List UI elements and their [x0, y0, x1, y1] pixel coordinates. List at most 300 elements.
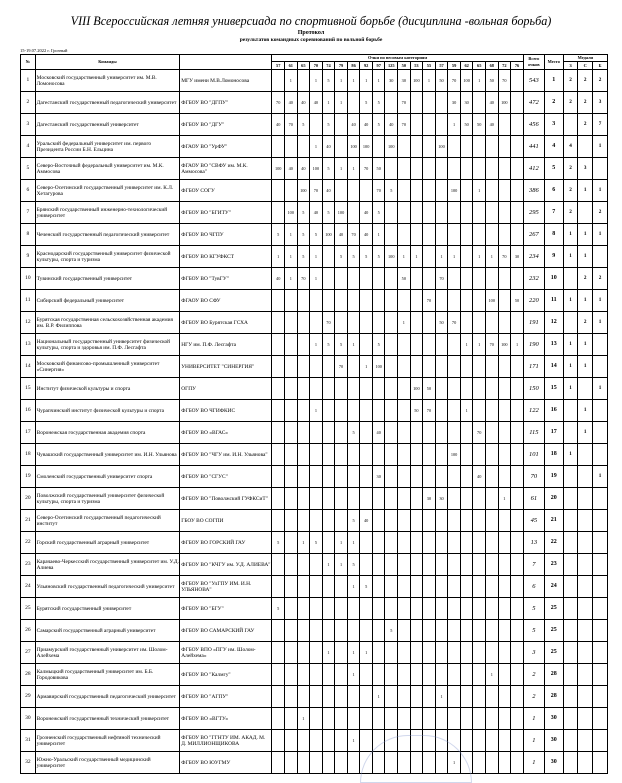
- weight-points: [448, 334, 461, 356]
- weight-points: [322, 620, 335, 642]
- weight-points: [310, 290, 323, 312]
- weight-points: [297, 488, 310, 510]
- weight-header: 72: [498, 62, 511, 70]
- weight-points: 70: [272, 92, 285, 114]
- weight-points: [347, 488, 360, 510]
- weight-points: 70: [435, 268, 448, 290]
- weight-points: 1: [485, 246, 498, 268]
- total-points: 1: [523, 730, 544, 752]
- total-points: 220: [523, 290, 544, 312]
- place: 16: [544, 400, 563, 422]
- weight-points: [360, 730, 373, 752]
- medal-bronze: 2: [593, 70, 608, 92]
- weight-points: [335, 686, 348, 708]
- weight-points: [272, 664, 285, 686]
- weight-points: [297, 642, 310, 664]
- row-number: 20: [21, 488, 36, 510]
- weight-points: [435, 598, 448, 620]
- weight-points: 100: [485, 290, 498, 312]
- place: 25: [544, 620, 563, 642]
- results-table: [20, 54, 608, 774]
- medal-bronze: [593, 642, 608, 664]
- weight-points: 5: [347, 246, 360, 268]
- medal-bronze: [593, 488, 608, 510]
- weight-points: 40: [272, 114, 285, 136]
- weight-points: [435, 554, 448, 576]
- medal-silver: 2: [578, 268, 593, 290]
- weight-points: [360, 334, 373, 356]
- place: 30: [544, 730, 563, 752]
- weight-points: [498, 312, 511, 334]
- weight-points: [335, 268, 348, 290]
- date-place: 15-19.07.2022 г. Грозный: [20, 48, 68, 53]
- weight-points: [398, 642, 411, 664]
- row-number: 11: [21, 290, 36, 312]
- row-number: 29: [21, 686, 36, 708]
- medal-silver: [578, 642, 593, 664]
- team-name: Московский государственный университет им. М.В. Ломоносова: [35, 70, 180, 92]
- medal-gold: [563, 620, 578, 642]
- weight-points: [485, 642, 498, 664]
- weight-points: [360, 598, 373, 620]
- weight-points: 1: [322, 554, 335, 576]
- weight-points: [423, 444, 436, 466]
- team-org: УНИВЕРСИТЕТ "СИНЕРГИЯ": [180, 356, 272, 378]
- weight-points: [335, 598, 348, 620]
- weight-points: [485, 312, 498, 334]
- weight-points: [435, 532, 448, 554]
- weight-points: [297, 400, 310, 422]
- medal-gold: [563, 312, 578, 334]
- weight-points: [347, 180, 360, 202]
- weight-points: [335, 136, 348, 158]
- weight-points: [485, 488, 498, 510]
- weight-points: [297, 730, 310, 752]
- table-row: [21, 136, 608, 158]
- weight-points: 70: [498, 70, 511, 92]
- weight-points: [297, 312, 310, 334]
- weight-points: [410, 576, 423, 598]
- row-number: 9: [21, 246, 36, 268]
- team-org: НГУ им. П.Ф. Лесгафта: [180, 334, 272, 356]
- weight-points: [410, 686, 423, 708]
- weight-points: [335, 576, 348, 598]
- weight-points: [435, 510, 448, 532]
- weight-points: 5: [310, 532, 323, 554]
- weight-points: 30: [448, 92, 461, 114]
- total-points: 2: [523, 686, 544, 708]
- medal-silver: 1: [578, 356, 593, 378]
- weight-points: 1: [335, 554, 348, 576]
- weight-points: [423, 92, 436, 114]
- weight-points: [284, 290, 297, 312]
- weight-points: [473, 356, 486, 378]
- weight-points: [423, 356, 436, 378]
- team-name: Северо-Осетинский государственный университет им. К.Л. Хетагурова: [35, 180, 180, 202]
- weight-points: [498, 686, 511, 708]
- weight-header: 79: [335, 62, 348, 70]
- weight-points: [335, 444, 348, 466]
- weight-points: 1: [284, 70, 297, 92]
- medal-silver: [578, 466, 593, 488]
- weight-points: [473, 708, 486, 730]
- medal-bronze: [593, 598, 608, 620]
- weight-points: [310, 686, 323, 708]
- row-number: 32: [21, 752, 36, 774]
- weight-points: [485, 686, 498, 708]
- medal-gold: [563, 642, 578, 664]
- weight-points: 1: [498, 488, 511, 510]
- weight-points: 100: [410, 378, 423, 400]
- weight-points: [410, 202, 423, 224]
- weight-points: [272, 466, 285, 488]
- team-name: Воронежская государственная академия спорта: [35, 422, 180, 444]
- weight-header: 57: [435, 62, 448, 70]
- table-row: [21, 664, 608, 686]
- weight-points: [297, 334, 310, 356]
- team-org: МГУ имени М.В.Ломоносова: [180, 70, 272, 92]
- weight-points: [398, 444, 411, 466]
- weight-points: 100: [335, 202, 348, 224]
- medal-silver: 1: [578, 224, 593, 246]
- weight-points: 40: [284, 92, 297, 114]
- weight-points: [423, 532, 436, 554]
- weight-points: [272, 686, 285, 708]
- medal-bronze: 7: [593, 114, 608, 136]
- weight-points: [423, 642, 436, 664]
- weight-header: 97: [372, 62, 385, 70]
- weight-points: [322, 268, 335, 290]
- total-points: 1: [523, 752, 544, 774]
- team-name: Дагестанский государственный университет: [35, 114, 180, 136]
- weight-points: [423, 202, 436, 224]
- weight-points: [498, 378, 511, 400]
- weight-header: 125: [385, 62, 398, 70]
- medal-silver: 1: [578, 334, 593, 356]
- team-name: Северо-Осетинский государственный педагогический институт: [35, 510, 180, 532]
- weight-points: [511, 466, 524, 488]
- weight-points: [398, 532, 411, 554]
- weight-points: [473, 224, 486, 246]
- place: 23: [544, 554, 563, 576]
- weight-points: [410, 620, 423, 642]
- weight-points: 5: [385, 620, 398, 642]
- team-org: ФГБОУ ВО «ВГАС»: [180, 422, 272, 444]
- row-number: 2: [21, 92, 36, 114]
- weight-points: [310, 598, 323, 620]
- weight-points: 70: [347, 224, 360, 246]
- weight-points: [511, 268, 524, 290]
- weight-points: 1: [284, 246, 297, 268]
- weight-points: [347, 268, 360, 290]
- place: 10: [544, 268, 563, 290]
- weight-points: [435, 290, 448, 312]
- weight-points: [473, 730, 486, 752]
- place: 4: [544, 136, 563, 158]
- weight-points: 1: [347, 664, 360, 686]
- weight-points: [423, 246, 436, 268]
- team-name: Уральский федеральный университет им. первого Президента России Б.Н. Ельцина: [35, 136, 180, 158]
- weight-points: [485, 400, 498, 422]
- row-number: 28: [21, 664, 36, 686]
- weight-points: [272, 730, 285, 752]
- weight-points: 30: [511, 246, 524, 268]
- total-points: 412: [523, 158, 544, 180]
- weight-points: [284, 444, 297, 466]
- weight-points: [272, 70, 285, 92]
- weight-points: [372, 642, 385, 664]
- weight-points: [272, 400, 285, 422]
- row-number: 7: [21, 202, 36, 224]
- table-row: [21, 642, 608, 664]
- table-row: [21, 752, 608, 774]
- weight-points: [347, 356, 360, 378]
- medal-bronze: [593, 576, 608, 598]
- team-org: ГБОУ ВО СОГПИ: [180, 510, 272, 532]
- weight-points: [460, 598, 473, 620]
- weight-points: 100: [297, 180, 310, 202]
- weight-points: [473, 202, 486, 224]
- weight-points: 40: [310, 202, 323, 224]
- weight-points: 1: [372, 70, 385, 92]
- weight-points: [398, 400, 411, 422]
- weight-points: [485, 620, 498, 642]
- weight-points: 1: [448, 114, 461, 136]
- weight-points: [347, 620, 360, 642]
- team-org: ФГБОУ ВО "КЧГУ им. У.Д. АЛИЕВА": [180, 554, 272, 576]
- weight-points: [460, 444, 473, 466]
- weight-points: [385, 510, 398, 532]
- weight-points: [423, 114, 436, 136]
- weight-points: [511, 136, 524, 158]
- medal-gold: [563, 554, 578, 576]
- medal-gold: [563, 268, 578, 290]
- weight-points: 100: [498, 92, 511, 114]
- weight-points: [511, 598, 524, 620]
- weight-points: [284, 532, 297, 554]
- weight-points: [511, 422, 524, 444]
- weight-points: [511, 576, 524, 598]
- weight-points: [460, 378, 473, 400]
- team-org: ОГПУ: [180, 378, 272, 400]
- medal-silver: [578, 730, 593, 752]
- medal-silver: 1: [578, 400, 593, 422]
- team-name: Приамурский государственный университет им. Шолом-Алейхема: [35, 642, 180, 664]
- weight-points: [322, 444, 335, 466]
- medal-silver: [578, 202, 593, 224]
- medal-header-bronze: Б: [593, 62, 608, 70]
- weight-points: [284, 312, 297, 334]
- row-number: 6: [21, 180, 36, 202]
- row-number: 23: [21, 554, 36, 576]
- weight-points: [435, 466, 448, 488]
- team-org: ФГБОУ ВО "ГГНТУ ИМ. АКАД. М. Д. МИЛЛИОНЩИКОВА: [180, 730, 272, 752]
- weight-points: [498, 400, 511, 422]
- weight-points: [360, 532, 373, 554]
- weight-points: [272, 488, 285, 510]
- table-row: [21, 444, 608, 466]
- medal-silver: [578, 664, 593, 686]
- medal-bronze: [593, 246, 608, 268]
- weight-points: [297, 378, 310, 400]
- team-org: ФГБОУ ВО "Поволжский ГУФКСиТ": [180, 488, 272, 510]
- weight-points: [297, 752, 310, 774]
- weight-points: 40: [372, 422, 385, 444]
- table-row: [21, 730, 608, 752]
- row-number: 5: [21, 158, 36, 180]
- weight-points: [372, 532, 385, 554]
- table-row: [21, 686, 608, 708]
- medal-gold: 1: [563, 444, 578, 466]
- weight-points: [398, 752, 411, 774]
- medal-silver: [578, 510, 593, 532]
- weight-points: [372, 290, 385, 312]
- weight-points: [448, 202, 461, 224]
- weight-header: 53: [410, 62, 423, 70]
- table-row: [21, 466, 608, 488]
- medal-bronze: [593, 444, 608, 466]
- team-org: ФГБОУ ВО "БГИТУ": [180, 202, 272, 224]
- weight-points: [385, 664, 398, 686]
- team-name: Чувашский государственный университет им. И.Н. Ульянова: [35, 444, 180, 466]
- weight-points: [485, 158, 498, 180]
- table-row: [21, 246, 608, 268]
- weight-points: [322, 532, 335, 554]
- weight-points: [448, 620, 461, 642]
- weight-points: [473, 290, 486, 312]
- weight-points: 1: [473, 180, 486, 202]
- team-name: Воронежский государственный технический университет: [35, 708, 180, 730]
- place: 1: [544, 70, 563, 92]
- weight-points: [372, 444, 385, 466]
- medal-bronze: 1: [593, 136, 608, 158]
- weight-points: [435, 576, 448, 598]
- weight-points: [284, 422, 297, 444]
- weight-points: [473, 664, 486, 686]
- weight-points: [372, 136, 385, 158]
- weight-points: 70: [310, 180, 323, 202]
- weight-points: [511, 708, 524, 730]
- total-points: 5: [523, 620, 544, 642]
- total-points: 122: [523, 400, 544, 422]
- medal-gold: [563, 598, 578, 620]
- total-points: 7: [523, 554, 544, 576]
- weight-points: [322, 356, 335, 378]
- weight-points: [511, 70, 524, 92]
- table-row: [21, 290, 608, 312]
- weight-points: [284, 664, 297, 686]
- weight-points: [498, 598, 511, 620]
- weight-points: 70: [398, 92, 411, 114]
- weight-points: 70: [284, 114, 297, 136]
- weight-points: 70: [322, 312, 335, 334]
- weight-points: [498, 356, 511, 378]
- protocol-heading: Протокол: [297, 30, 325, 36]
- weight-points: [410, 664, 423, 686]
- weight-points: [435, 708, 448, 730]
- medal-silver: 1: [578, 180, 593, 202]
- weight-points: [360, 686, 373, 708]
- weight-points: [372, 664, 385, 686]
- weight-points: [398, 598, 411, 620]
- weight-points: [511, 510, 524, 532]
- weight-points: [272, 444, 285, 466]
- table-row: [21, 92, 608, 114]
- team-name: Калмыцкий государственный университет им. Б.Б. Городовикова: [35, 664, 180, 686]
- medal-gold: [563, 400, 578, 422]
- weight-header: 70: [310, 62, 323, 70]
- weight-points: [511, 378, 524, 400]
- weight-points: [448, 224, 461, 246]
- weight-points: [385, 334, 398, 356]
- weight-points: 1: [398, 246, 411, 268]
- weight-points: [310, 730, 323, 752]
- weight-points: [423, 620, 436, 642]
- medal-header-gold: З: [563, 62, 578, 70]
- weight-points: [310, 664, 323, 686]
- team-name: Карачаево-Черкесский государственный университет им. У.Д. Алиева: [35, 554, 180, 576]
- weight-points: [360, 378, 373, 400]
- row-number: 16: [21, 400, 36, 422]
- weight-points: [448, 290, 461, 312]
- weight-points: [398, 180, 411, 202]
- weight-points: [423, 180, 436, 202]
- weight-points: [284, 356, 297, 378]
- weight-points: [272, 510, 285, 532]
- weight-points: 1: [322, 92, 335, 114]
- weight-points: [322, 400, 335, 422]
- weight-points: [460, 268, 473, 290]
- medal-silver: 2: [578, 312, 593, 334]
- weight-points: 40: [360, 224, 373, 246]
- weight-points: 1: [347, 730, 360, 752]
- team-name: Дагестанский государственный педагогический университет: [35, 92, 180, 114]
- weight-points: [372, 620, 385, 642]
- medal-bronze: [593, 752, 608, 774]
- weight-points: [460, 510, 473, 532]
- weight-points: 1: [310, 246, 323, 268]
- weight-points: [297, 290, 310, 312]
- weight-points: 1: [310, 136, 323, 158]
- weight-points: [310, 114, 323, 136]
- weight-points: [310, 444, 323, 466]
- weight-points: [423, 686, 436, 708]
- team-org: ФГБОУ ВО "ДГПУ": [180, 92, 272, 114]
- weight-points: [460, 642, 473, 664]
- weight-header: 61: [284, 62, 297, 70]
- weight-points: [460, 752, 473, 774]
- weight-points: [347, 202, 360, 224]
- weight-points: 70: [360, 158, 373, 180]
- table-row: [21, 708, 608, 730]
- weight-points: 30: [398, 70, 411, 92]
- medal-silver: [578, 488, 593, 510]
- weight-points: 1: [284, 268, 297, 290]
- weight-points: [398, 378, 411, 400]
- weight-points: [284, 488, 297, 510]
- weight-header: 57: [272, 62, 285, 70]
- weight-points: 100: [372, 356, 385, 378]
- weight-points: 1: [347, 642, 360, 664]
- weight-points: [435, 92, 448, 114]
- weight-points: [310, 378, 323, 400]
- weight-points: [410, 312, 423, 334]
- weight-points: [448, 532, 461, 554]
- weight-points: [410, 334, 423, 356]
- weight-points: [435, 752, 448, 774]
- weight-header: 92: [360, 62, 373, 70]
- weight-points: [347, 752, 360, 774]
